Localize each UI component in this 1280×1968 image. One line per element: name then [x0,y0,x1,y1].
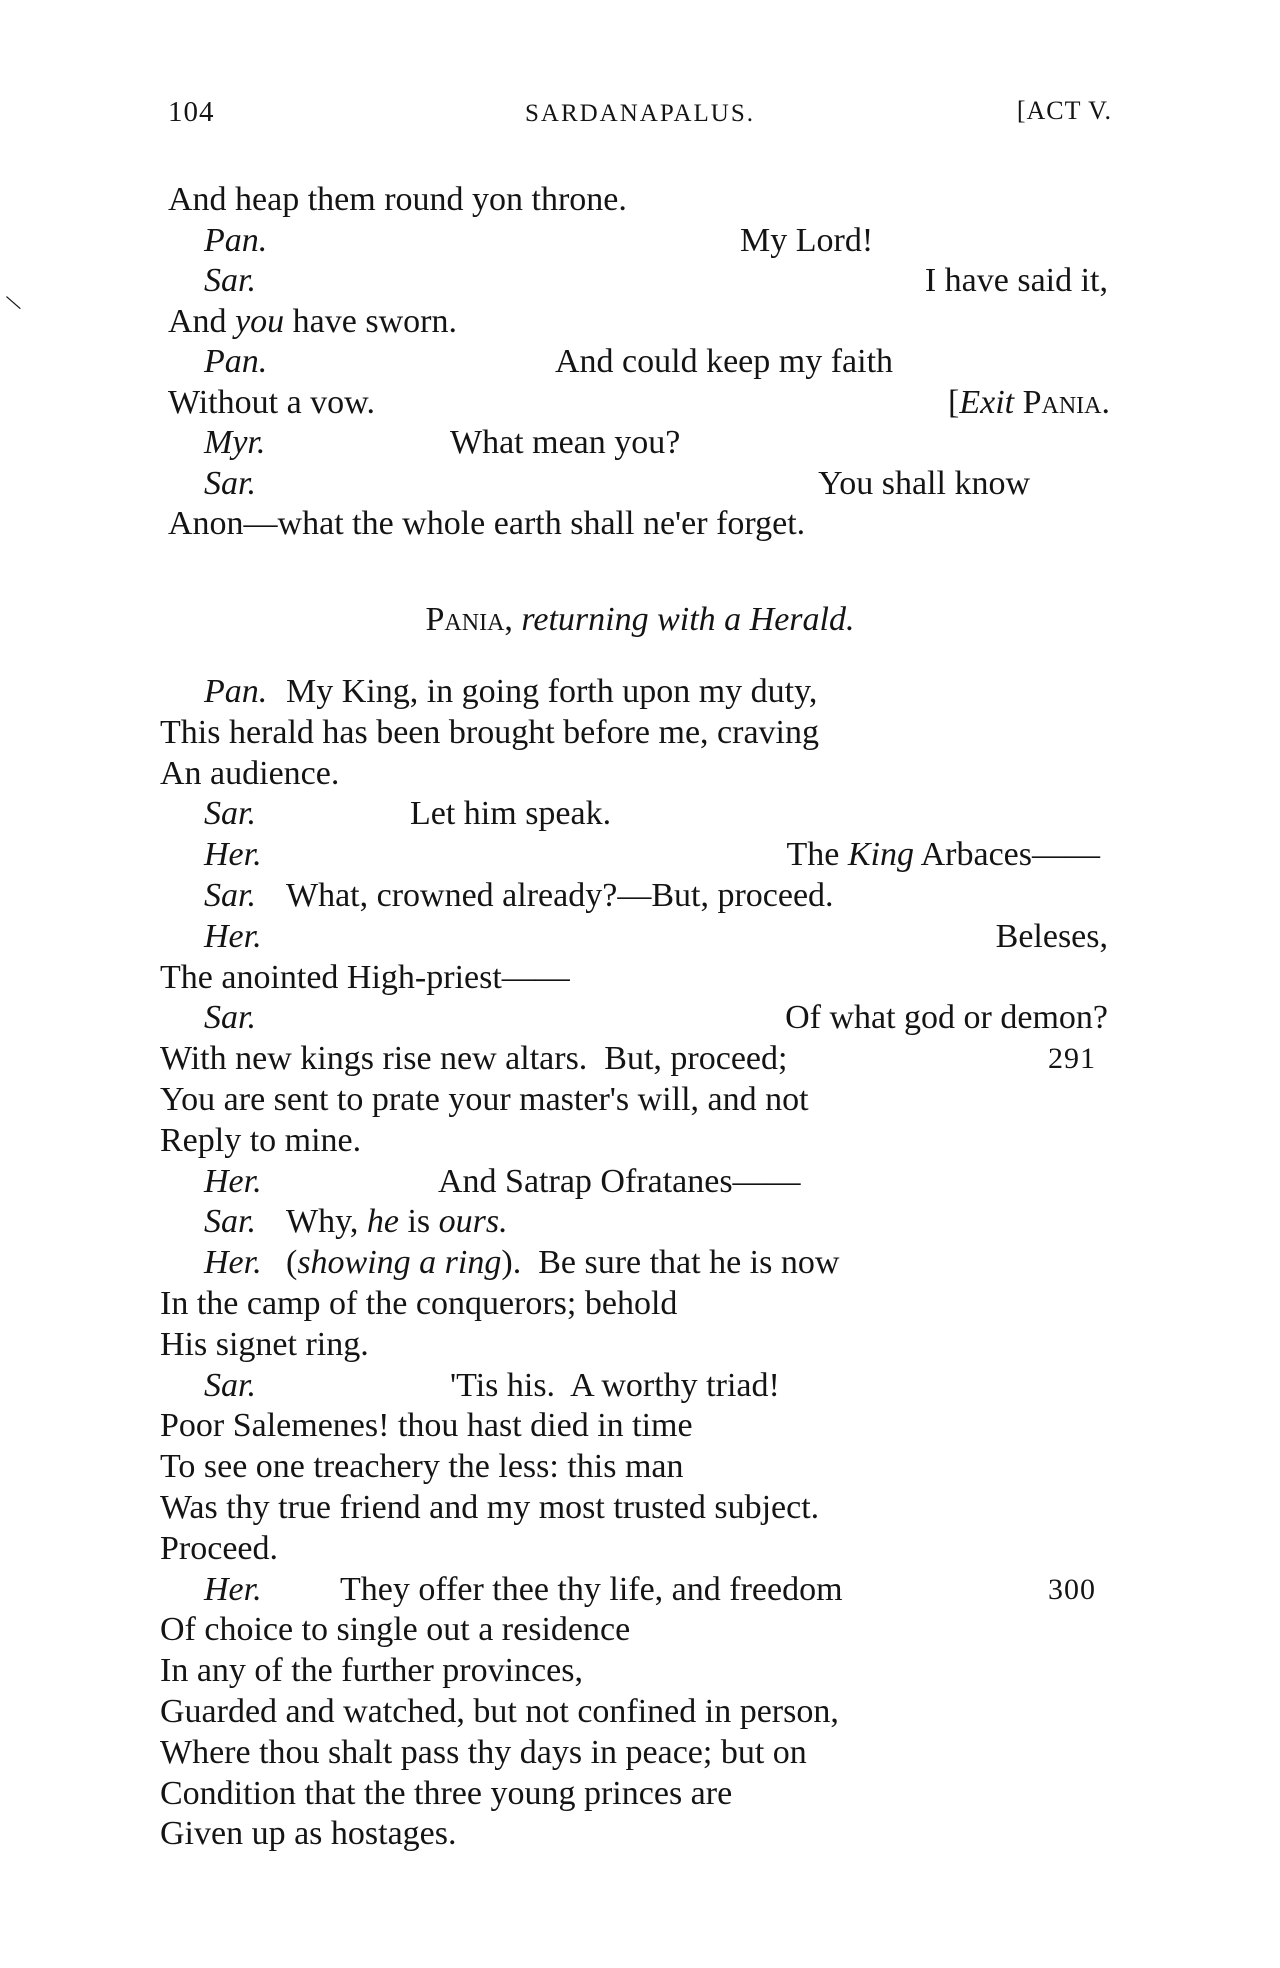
line-text: I have said it, [924,262,1108,299]
line-text: And could keep my faith [555,343,894,380]
margin-mark: \ [2,288,24,317]
speaker-name: Pan. [204,343,268,380]
running-title: SARDANAPALUS. [525,100,755,127]
line-text: My King, in going forth upon my duty, [286,673,818,710]
verse-line [0,876,1280,916]
speaker-name: Sar. [204,795,256,833]
line-text: Of choice to single out a residence [160,1611,631,1649]
verse-line [0,1366,1280,1406]
verse-line [0,383,1280,423]
line-text: Reply to mine. [160,1121,362,1159]
speaker-name: Sar. [204,999,256,1037]
line-text: This herald has been brought before me, craving [160,713,819,751]
verse-line [0,1488,1280,1528]
verse-line [0,835,1280,875]
line-text: What mean you? [450,424,681,461]
verse-line [0,1733,1280,1773]
speaker-name: Her. [204,1570,262,1608]
line-text: And you have sworn. [168,302,457,340]
line-text: Beleses, [995,917,1108,955]
running-header [168,96,1112,140]
verse-line [0,504,1280,544]
verse-line [0,1610,1280,1650]
speaker-name: Sar. [204,1366,256,1404]
verse-line [0,1774,1280,1814]
verse-line [0,1243,1280,1283]
verse-line [0,1162,1280,1202]
verse-line [0,342,1280,382]
verse-line [0,261,1280,301]
speaker-name: Her. [204,836,262,874]
line-text: In any of the further provinces, [160,1652,583,1690]
verse-line [0,1406,1280,1446]
line-text: His signet ring. [160,1325,369,1363]
speaker-name: Sar. [204,1203,256,1241]
verse-line [0,302,1280,342]
speaker-name: Her. [204,917,262,955]
line-text: An audience. [160,754,340,792]
verse-line [0,1529,1280,1569]
line-text: (showing a ring). Be sure that he is now [286,1244,840,1282]
verse-line [0,754,1280,794]
verse-line [0,221,1280,261]
line-number: 300 [1048,1572,1096,1606]
line-text: Guarded and watched, but not confined in person, [160,1693,839,1730]
page-number: 104 [168,96,215,128]
verse-line [0,1080,1280,1120]
stage-direction-name: Pania, [425,601,513,638]
speaker-name: Her. [204,1244,262,1282]
line-text: They offer thee thy life, and freedom [340,1570,843,1608]
line-text: Proceed. [160,1529,279,1567]
verse-line [0,1447,1280,1487]
verse-line [0,1325,1280,1365]
line-text: What, crowned already?—But, proceed. [286,877,834,914]
line-number: 291 [1048,1042,1096,1076]
verse-line [0,713,1280,753]
line-text: My Lord! [740,221,874,259]
verse-line [0,1039,1280,1079]
line-text: You shall know [818,464,1030,502]
line-text: And Satrap Ofratanes—— [438,1162,801,1200]
line-text: 'Tis his. A worthy triad! [450,1366,780,1404]
verse-line [0,423,1280,463]
line-text: Why, he is ours. [286,1203,508,1241]
verse-line [0,958,1280,998]
line-text: Poor Salemenes! thou hast died in time [160,1407,693,1445]
speaker-name: Myr. [204,424,266,461]
speaker-name: Sar. [204,464,256,502]
line-text: The anointed High-priest—— [160,958,570,996]
speaker-name: Her. [204,1162,262,1200]
verse-line [0,1692,1280,1732]
verse-line [0,1651,1280,1691]
stage-direction [0,598,1280,642]
verse-line [0,1570,1280,1610]
line-text: Given up as hostages. [160,1815,457,1853]
verse-line [0,672,1280,712]
line-text: You are sent to prate your master's will, and not [160,1081,809,1118]
line-text: To see one treachery the less: this man [160,1448,684,1486]
line-text: Let him speak. [410,795,612,833]
stage-direction-action: returning with a Herald. [521,601,855,638]
line-text: Without a vow. [168,383,376,421]
verse-line [0,1284,1280,1324]
line-text: Was thy true friend and my most trusted subject. [160,1489,820,1526]
verse-line [0,1814,1280,1854]
line-text: Condition that the three young princes are [160,1774,733,1812]
line-text: And heap them round yon throne. [168,181,627,218]
speaker-name: Pan. [204,221,268,259]
speaker-name: Sar. [204,262,256,299]
verse-line [0,998,1280,1038]
line-text: In the camp of the conquerors; behold [160,1285,678,1322]
line-text: Where thou shalt pass thy days in peace; but on [160,1733,807,1771]
speaker-name: Pan. [204,673,268,710]
line-text: With new kings rise new altars. But, proceed; [160,1040,788,1078]
verse-line [0,1121,1280,1161]
exit-direction: [Exit Pania. [948,383,1110,421]
verse-line [0,464,1280,504]
verse-line [0,180,1280,220]
line-text: Of what god or demon? [785,999,1108,1037]
line-text: Anon—what the whole earth shall ne'er forget. [168,505,806,542]
verse-line [0,1202,1280,1242]
speaker-name: Sar. [204,877,256,914]
verse-line [0,794,1280,834]
act-marker: [ACT V. [1016,96,1112,125]
line-text: The King Arbaces—— [786,836,1100,874]
verse-line [0,917,1280,957]
